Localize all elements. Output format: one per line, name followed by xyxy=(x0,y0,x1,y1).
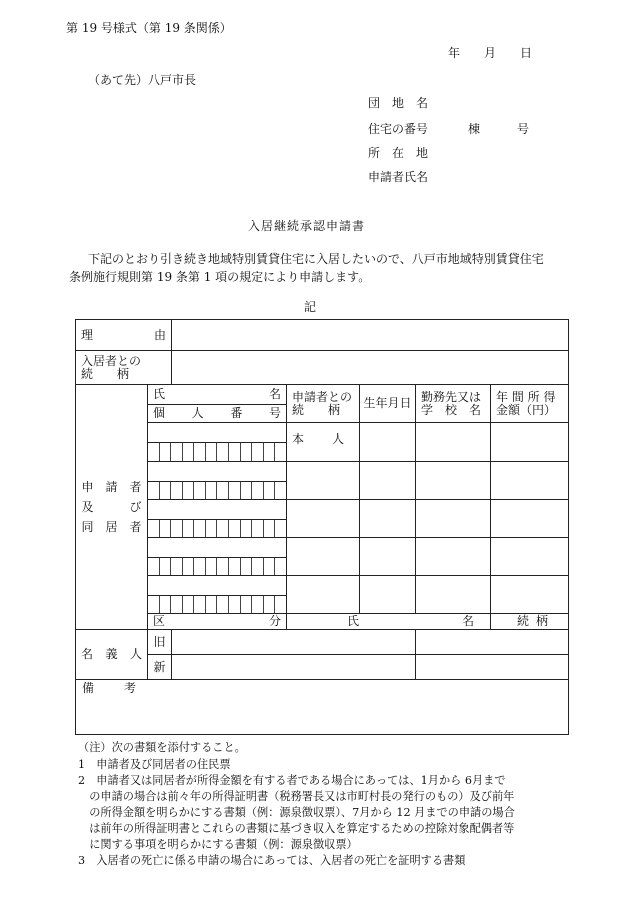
relation-field[interactable] xyxy=(172,351,569,385)
relation-column-header: 申請者との 続 柄 xyxy=(287,385,360,423)
member-1-birthdate[interactable] xyxy=(360,423,416,462)
old-label: 旧 xyxy=(148,630,172,655)
body-line-2: 条例施行規則第 19 条第 1 項の規定により申請します。 xyxy=(69,270,371,284)
member-2-workplace[interactable] xyxy=(416,462,491,500)
member-5-name[interactable] xyxy=(148,576,287,596)
relation-row xyxy=(76,351,569,385)
member-2-name[interactable] xyxy=(148,462,287,482)
reason-row xyxy=(76,320,569,351)
member-2-birthdate[interactable] xyxy=(360,462,416,500)
category-name-header: 氏 名 xyxy=(287,614,491,630)
new-name-field[interactable] xyxy=(172,655,416,680)
member-3-id-number[interactable] xyxy=(148,520,287,538)
complex-name-label: 団 地 名 xyxy=(368,96,429,110)
note-2-line-3: の所得金額を明らかにする書類（例：源泉徴収票）、7月から 12 月までの申請の場合 xyxy=(78,806,515,819)
document-title: 入居継続承認申請書 xyxy=(248,219,366,233)
member-2-name-row xyxy=(76,462,569,482)
member-4-name-row xyxy=(76,538,569,558)
member-3-income[interactable] xyxy=(491,500,569,538)
member-4-id-number[interactable] xyxy=(148,558,287,576)
nominee-old-row xyxy=(76,630,569,655)
member-3-workplace[interactable] xyxy=(416,500,491,538)
note-2-line-4: は前年の所得証明書とこれらの書類に基づき収入を算定するための控除対象配偶者等 xyxy=(78,822,515,835)
applicant-name-label: 申請者氏名 xyxy=(368,170,429,184)
income-column-header: 年 間 所 得 金額（円） xyxy=(491,385,569,423)
unit-number-label: 住宅の番号 xyxy=(368,122,429,136)
member-1-income[interactable] xyxy=(491,423,569,462)
note-2-line-1: 2 申請者又は同居者が所得金額を有する者である場合にあっては、1月から 6月まで xyxy=(78,774,506,787)
form-number: 第 19 号様式（第 19 条関係） xyxy=(66,21,232,35)
date-day: 日 xyxy=(520,46,533,60)
old-relation-field[interactable] xyxy=(416,630,569,655)
member-5-relation[interactable] xyxy=(287,576,360,614)
member-1-workplace[interactable] xyxy=(416,423,491,462)
remarks-field[interactable]: 備 考 xyxy=(76,680,569,735)
category-row xyxy=(76,614,569,630)
birthdate-column-header: 生年月日 xyxy=(360,385,416,423)
note-2-line-5: に関する事項を明らかにする書類（例：源泉徴収票） xyxy=(78,838,358,851)
member-4-workplace[interactable] xyxy=(416,538,491,576)
member-2-relation[interactable] xyxy=(287,462,360,500)
member-1-name[interactable] xyxy=(148,423,287,443)
member-5-id-number[interactable] xyxy=(148,596,287,614)
member-1-relation: 本 人 xyxy=(287,423,360,462)
relation-label: 入居者との 続 柄 xyxy=(76,351,172,385)
workplace-column-header: 勤務先又は 学 校 名 xyxy=(416,385,491,423)
member-5-income[interactable] xyxy=(491,576,569,614)
note-1: 1 申請者及び同居者の住民票 xyxy=(78,758,231,771)
date-month: 月 xyxy=(484,46,497,60)
members-header-row xyxy=(76,385,569,405)
name-column-header: 氏 名 xyxy=(148,385,287,405)
date-year: 年 xyxy=(448,46,461,60)
member-5-workplace[interactable] xyxy=(416,576,491,614)
member-4-relation[interactable] xyxy=(287,538,360,576)
application-form-table xyxy=(75,319,569,735)
new-label: 新 xyxy=(148,655,172,680)
nominee-new-row xyxy=(76,655,569,680)
member-1-name-row xyxy=(76,423,569,443)
member-1-id-number[interactable] xyxy=(148,443,287,462)
remarks-row xyxy=(76,680,569,735)
member-5-birthdate[interactable] xyxy=(360,576,416,614)
notes-heading: （注）次の書類を添付すること。 xyxy=(78,741,246,754)
reason-field[interactable] xyxy=(172,320,569,351)
address-label: 所 在 地 xyxy=(368,146,429,160)
nominee-label: 名 義 人 xyxy=(76,630,148,680)
room-number-label: 号 xyxy=(517,122,530,136)
note-3: 3 入居者の死亡に係る申請の場合にあっては、入居者の死亡を証明する書類 xyxy=(78,854,466,867)
member-4-birthdate[interactable] xyxy=(360,538,416,576)
new-relation-field[interactable] xyxy=(416,655,569,680)
member-3-name-row xyxy=(76,500,569,520)
body-line-1: 下記のとおり引き続き地域特別賃貸住宅に入居したいので、八戸市地域特別賃貸住宅 xyxy=(88,252,544,266)
old-name-field[interactable] xyxy=(172,630,416,655)
member-2-id-number[interactable] xyxy=(148,482,287,500)
member-3-relation[interactable] xyxy=(287,500,360,538)
member-3-birthdate[interactable] xyxy=(360,500,416,538)
building-label: 棟 xyxy=(468,122,481,136)
member-4-name[interactable] xyxy=(148,538,287,558)
applicants-label: 申 請 者 及 び 同 居 者 xyxy=(76,385,148,630)
id-column-header: 個 人 番 号 xyxy=(148,405,287,423)
member-3-name[interactable] xyxy=(148,500,287,520)
ki-mark: 記 xyxy=(304,300,317,314)
reason-label: 理 由 xyxy=(76,320,172,351)
member-5-name-row xyxy=(76,576,569,596)
addressee: （あて先）八戸市長 xyxy=(88,73,197,87)
category-label: 区 分 xyxy=(148,614,287,630)
category-relation-header: 続 柄 xyxy=(491,614,569,630)
note-2-line-2: の申請の場合は前々年の所得証明書（税務署長又は市町村長の発行のもの）及び前年 xyxy=(78,790,515,803)
member-4-income[interactable] xyxy=(491,538,569,576)
member-2-income[interactable] xyxy=(491,462,569,500)
